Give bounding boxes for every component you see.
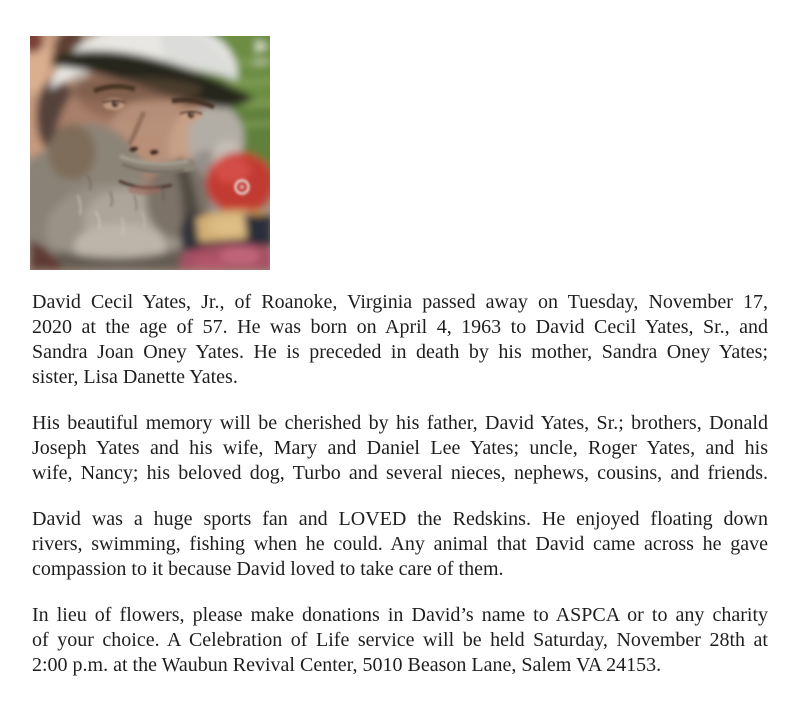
obituary-text xyxy=(32,290,768,678)
text-line: of your choice. A Celebration of Life service will be held Saturday, November 28th at xyxy=(32,629,768,651)
text-line: 2:00 p.m. at the Waubun Revival Center, 5010 Beason Lane, Salem VA 24153. xyxy=(32,654,662,676)
text-line: rivers, swimming, fishing when he could. Any animal that David came across he gave xyxy=(32,533,768,555)
portrait-photo xyxy=(30,36,270,270)
text-line: Sandra Joan Oney Yates. He is preceded in death by his mother, Sandra Oney Yates; xyxy=(32,341,768,363)
text-line: David was a huge sports fan and LOVED the Redskins. He enjoyed floating down xyxy=(32,508,768,530)
obituary-paragraph-4 xyxy=(32,603,768,678)
obituary-paragraph-3 xyxy=(32,507,768,582)
obituary-paragraph-1 xyxy=(32,290,768,390)
text-line: In lieu of flowers, please make donations in David’s name to ASPCA or to any charity xyxy=(32,604,768,626)
text-line: sister, Lisa Danette Yates. xyxy=(32,366,238,388)
obituary-paragraph-2 xyxy=(32,411,768,486)
portrait-photo-illustration xyxy=(30,36,270,270)
text-line: wife, Nancy; his beloved dog, Turbo and several nieces, nephews, cousins, and friends. xyxy=(32,462,768,484)
text-line: His beautiful memory will be cherished by his father, David Yates, Sr.; brothers, Donald xyxy=(32,412,768,434)
text-line: David Cecil Yates, Jr., of Roanoke, Virginia passed away on Tuesday, November 17, xyxy=(32,291,768,313)
text-line: 2020 at the age of 57. He was born on April 4, 1963 to David Cecil Yates, Sr., and xyxy=(32,316,768,338)
text-line: Joseph Yates and his wife, Mary and Daniel Lee Yates; uncle, Roger Yates, and his xyxy=(32,437,768,459)
text-line: compassion to it because David loved to take care of them. xyxy=(32,558,504,580)
